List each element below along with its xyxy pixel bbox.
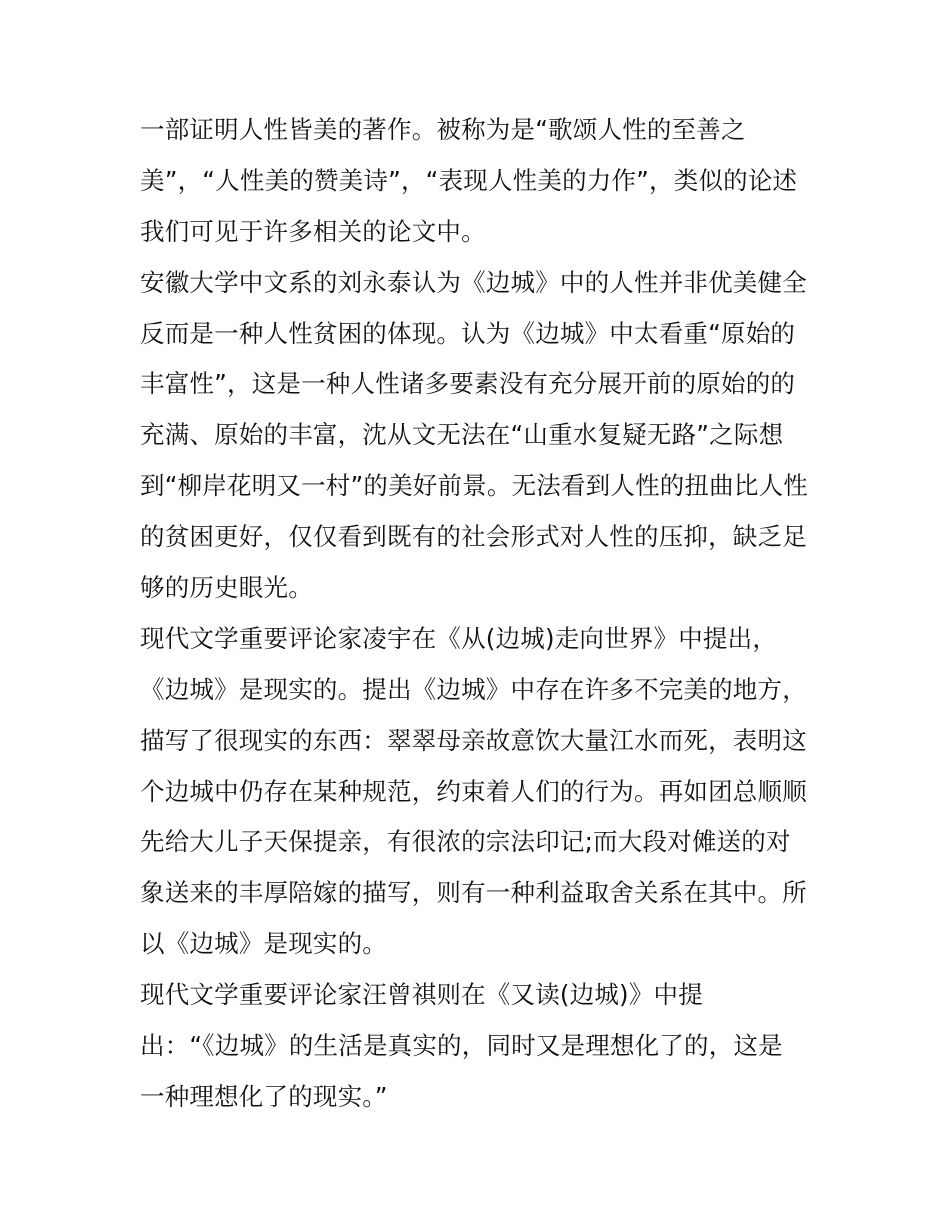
text-line: 我们可见于许多相关的论文中。 [140,216,486,246]
text-line: 反而是一种人性贫困的体现。认为《边城》中太看重“原始的 [140,318,796,348]
text-line: 的贫困更好，仅仅看到既有的社会形式对人性的压抑，缺乏足 [140,522,807,552]
text-line: 出：“《边城》的生活是真实的，同时又是理想化了的，这是 [140,1031,783,1061]
text-line: 丰富性”，这是一种人性诸多要素没有充分展开前的原始的的 [140,369,796,399]
text-line: 象送来的丰厚陪嫁的描写，则有一种利益取舍关系在其中。所 [140,878,807,908]
text-line: 个边城中仍存在某种规范，约束着人们的行为。再如团总顺顺 [140,776,807,806]
body-text [140,108,840,1126]
text-line: 一部证明人性皆美的著作。被称为是“歌颂人性的至善之 [140,115,746,144]
text-line: 先给大儿子天保提亲，有很浓的宗法印记;而大段对傩送的对 [140,827,791,857]
text-line: 够的历史眼光。 [140,573,313,603]
text-line: 以《边城》是现实的。 [140,929,387,959]
text-line: 充满、原始的丰富，沈从文无法在“山重水复疑无路”之际想 [140,420,784,450]
text-line: 描写了很现实的东西：翠翠母亲故意饮大量江水而死，表明这 [140,725,807,755]
text-line: 《边城》是现实的。提出《边城》中存在许多不完美的地方， [140,674,807,704]
text-line: 安徽大学中文系的刘永泰认为《边城》中的人性并非优美健全 [140,267,807,297]
text-line: 美”，“人性美的赞美诗”，“表现人性美的力作”，类似的论述 [140,165,798,195]
text-line: 一种理想化了的现实。” [140,1081,388,1111]
text-line: 现代文学重要评论家凌宇在《从(边城)走向世界》中提出， [140,623,778,653]
text-line: 现代文学重要评论家汪曾祺则在《又读(边城)》中提 [140,980,703,1010]
text-line: 到“柳岸花明又一村”的美好前景。无法看到人性的扭曲比人性 [140,471,808,501]
